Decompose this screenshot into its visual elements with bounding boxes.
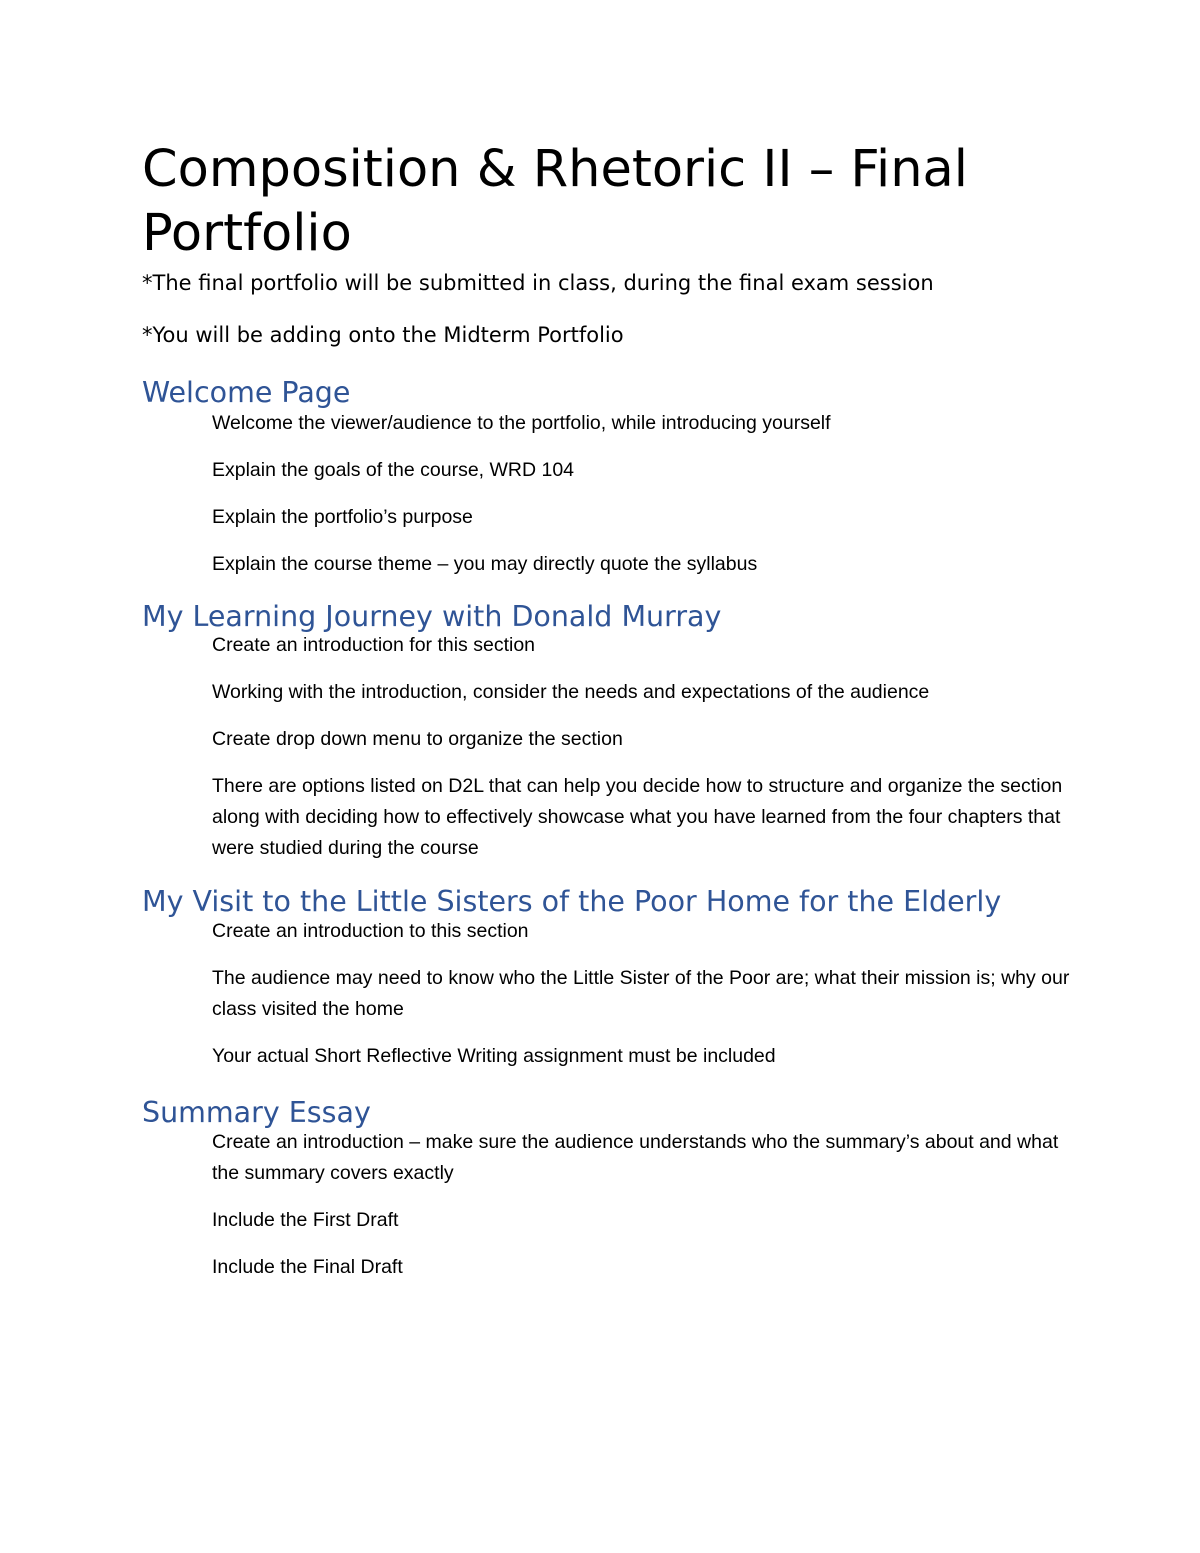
list-item: There are options listed on D2L that can help you decide how to structure and organize the section along with deciding how to effectively showcase what you have learned from the four chapters that were studied during the course bbox=[212, 775, 1063, 859]
list-item: Working with the introduction, consider the needs and expectations of the audience bbox=[212, 681, 930, 703]
list-item: Include the First Draft bbox=[212, 1209, 399, 1231]
section-heading-welcome-page: Welcome Page bbox=[142, 376, 351, 409]
section-list-summary-essay bbox=[142, 1127, 1072, 1283]
list-item: Include the Final Draft bbox=[212, 1256, 403, 1278]
list-item: Your actual Short Reflective Writing assignment must be included bbox=[212, 1045, 776, 1067]
document-page bbox=[142, 138, 1072, 1283]
section-heading-little-sisters-visit: My Visit to the Little Sisters of the Poor Home for the Elderly bbox=[142, 885, 1002, 918]
section-list-welcome-page bbox=[142, 408, 1072, 580]
list-item: The audience may need to know who the Little Sister of the Poor are; what their mission is; why our class visited the home bbox=[212, 967, 1070, 1020]
list-item: Create an introduction – make sure the audience understands who the summary’s about and what the summary covers exactly bbox=[212, 1131, 1059, 1184]
list-item: Create an introduction to this section bbox=[212, 920, 529, 942]
section-list-little-sisters-visit bbox=[142, 916, 1072, 1072]
list-item: Welcome the viewer/audience to the portfolio, while introducing yourself bbox=[212, 412, 831, 434]
list-item: Explain the course theme – you may directly quote the syllabus bbox=[212, 553, 758, 575]
section-heading-learning-journey: My Learning Journey with Donald Murray bbox=[142, 600, 722, 633]
note-midterm-portfolio: *You will be adding onto the Midterm Portfolio bbox=[142, 323, 624, 347]
list-item: Create an introduction for this section bbox=[212, 634, 536, 656]
document-title: Composition & Rhetoric II – Final Portfolio bbox=[142, 140, 968, 263]
list-item: Explain the goals of the course, WRD 104 bbox=[212, 459, 575, 481]
section-list-learning-journey bbox=[142, 630, 1072, 864]
list-item: Create drop down menu to organize the section bbox=[212, 728, 623, 750]
section-heading-summary-essay: Summary Essay bbox=[142, 1096, 371, 1129]
note-final-submission: *The final portfolio will be submitted in class, during the final exam session bbox=[142, 271, 934, 295]
list-item: Explain the portfolio’s purpose bbox=[212, 506, 473, 528]
